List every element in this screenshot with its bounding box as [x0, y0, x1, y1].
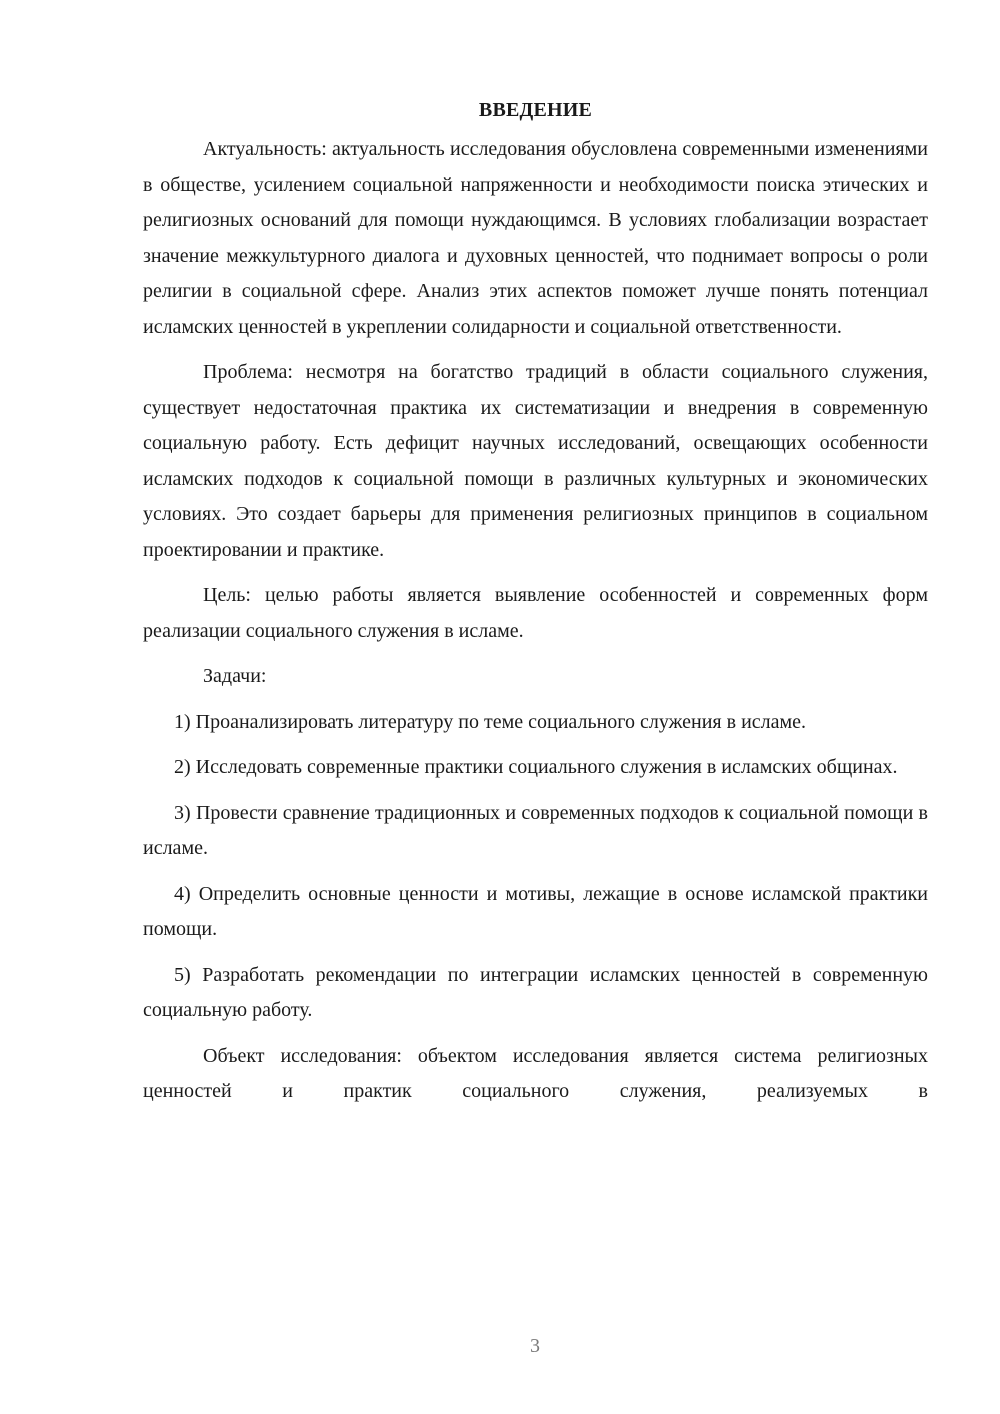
tasks-heading: Задачи: — [203, 665, 267, 687]
task-item-4: 4) Определить основные ценности и мотивы, лежащие в основе исламской практики помощи. — [143, 882, 928, 940]
page-number: 3 — [530, 1335, 540, 1357]
task-item-1: 1) Проанализировать литературу по теме социального служения в исламе. — [174, 710, 807, 733]
task-item-2: 2) Исследовать современные практики социального служения в исламских общинах. — [174, 756, 898, 778]
page-content — [143, 96, 928, 1120]
paragraph-object: Объект исследования: объектом исследования является система религиозных ценностей и практик социального служения, реализуемых в — [143, 1044, 928, 1102]
paragraph-relevance: Актуальность: актуальность исследования обусловлена современными изменениями в обществе, усилением социальной напряженности и необходимости поиска этических и религиозных оснований для помощи нуждающимся. В условиях глобализации возрастает значение межкультурного диалога и духовных ценностей, что поднимает вопросы о роли религии в социальной сфере. Анализ этих аспектов поможет лучше понять потенциал исламских ценностей в укреплении солидарности и социальной ответственности. — [143, 138, 928, 338]
task-item-3: 3) Провести сравнение традиционных и современных подходов к социальной помощи в исламе. — [143, 801, 928, 859]
section-title: ВВЕДЕНИЕ — [478, 99, 593, 121]
paragraph-problem: Проблема: несмотря на богатство традиций в области социального служения, существует недостаточная практика их систематизации и внедрения в современную социальную работу. Есть дефицит научных исследований, освещающих особенности исламских подходов к социальной помощи в различных культурных и экономических условиях. Это создает барьеры для применения религиозных принципов в социальном проектировании и практике. — [143, 361, 928, 561]
task-item-5: 5) Разработать рекомендации по интеграции исламских ценностей в современную социальную работу. — [143, 963, 928, 1021]
paragraph-goal: Цель: целью работы является выявление особенностей и современных форм реализации социального служения в исламе. — [143, 584, 928, 642]
